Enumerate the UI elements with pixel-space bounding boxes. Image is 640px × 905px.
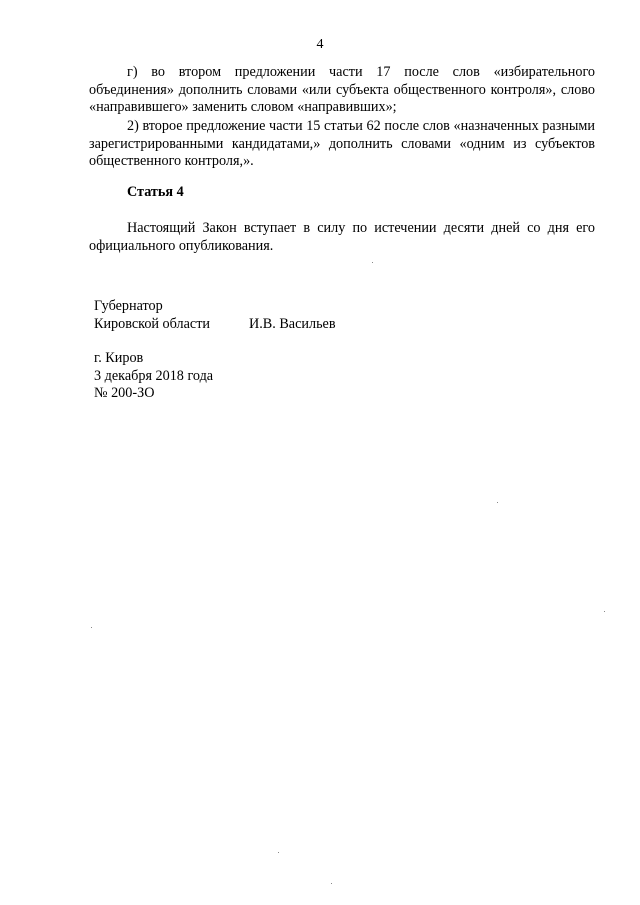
- scan-speck: [604, 611, 605, 612]
- scan-speck: [331, 883, 332, 884]
- article-heading: Статья 4: [127, 184, 184, 200]
- signatory-title-line2: Кировской области: [94, 315, 210, 332]
- scan-speck: [91, 627, 92, 628]
- law-number: № 200-ЗО: [94, 385, 155, 401]
- scan-speck: [278, 852, 279, 853]
- signatory-title-line1: Губернатор: [94, 298, 163, 314]
- date: 3 декабря 2018 года: [94, 367, 214, 384]
- amendment-paragraph-2: [89, 118, 595, 171]
- paragraph-text: г) во втором предложении части 17 после слов «избирательного объединения» дополнить словами «или субъекта общественного контроля», слово «направившего» заменить словом «направивших»;: [89, 64, 595, 115]
- law-effect-paragraph: [89, 220, 595, 255]
- paragraph-text: 2) второе предложение части 15 статьи 62 после слов «назначенных разными зарегистрированными кандидатами,» дополнить словами «одним из субъектов общественного контроля,».: [89, 118, 595, 169]
- page-number: 4: [316, 37, 324, 52]
- place: г. Киров: [94, 350, 144, 366]
- signature-block: [94, 298, 336, 333]
- paragraph-text: Настоящий Закон вступает в силу по истечении десяти дней со дня его официального опубликования.: [89, 220, 595, 254]
- signatory-row: [94, 316, 336, 334]
- scan-speck: [497, 502, 498, 503]
- signatory-name: И.В. Васильев: [249, 315, 336, 332]
- amendment-paragraph-g: [89, 64, 595, 117]
- scan-speck: [372, 262, 373, 263]
- place-date-block: [94, 350, 213, 403]
